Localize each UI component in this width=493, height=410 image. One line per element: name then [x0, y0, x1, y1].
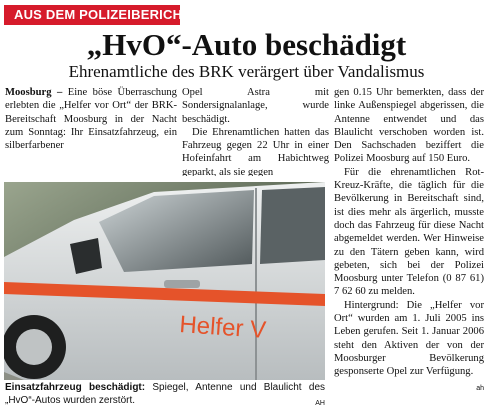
- photo-caption: [5, 381, 325, 410]
- door-handle: [164, 280, 200, 288]
- article-paragraph: Die Ehrenamtlichen hatten das Fahrzeug gegen 22 Uhr in einer Hofeinfahrt am Habichtweg geparkt, als sie gegen: [182, 126, 329, 176]
- subheadline: Ehrenamtliche des BRK verärgert über Vandalismus: [68, 62, 425, 81]
- article-column-1: [5, 86, 177, 176]
- article-paragraph: Für die ehrenamtlichen Rot-Kreuz-Kräfte, die täglich für die Bevölkerung in Bereitschaft sind, ist dies mehr als ärgerlich, musste doch das Fahrzeug für diese Nacht abgemeldet werden. Wer Hinweise zu den Tätern geben kann, wird gebeten, sich bei der Polizei Moosburg unter Telefon (0 87 61) 7 62 60 zu melden.: [334, 166, 484, 298]
- wheel-rim: [16, 329, 52, 365]
- car-lettering: Helfer V: [178, 311, 267, 345]
- section-kicker: AUS DEM POLIZEIBERICHT: [14, 7, 191, 22]
- article-text: Eine böse Überraschung erlebten die „Helfer vor Ort“ der BRK-Bereitschaft Moosburg in der Nacht zum Sonntag: Ihr Einsatzfahrzeug, ein silberfarbener: [5, 87, 177, 152]
- article-paragraph: Opel Astra mit Sondersignalanlage, wurde beschädigt.: [182, 87, 329, 125]
- headline: „HvO“-Auto beschädigt: [86, 27, 407, 62]
- damaged-car-image: [4, 182, 325, 380]
- dateline: Moosburg –: [5, 87, 63, 98]
- article-column-3: [334, 86, 484, 406]
- caption-text: Spiegel, Antenne und Blaulicht des „HvO“-Autos wurden zerstört.: [5, 382, 326, 406]
- article-column-2: [182, 86, 329, 176]
- car-photo: [4, 182, 325, 380]
- article-paragraph: gen 0.15 Uhr bemerkten, dass der linke Außenspiegel abgerissen, die Antenne entwendet und das Blaulicht verschoben worden ist. Den Sachschaden beziffert die Polizei Moosburg auf 150 Euro.: [334, 87, 484, 165]
- author-signature: ah: [476, 384, 484, 392]
- photo-credit: AH: [315, 400, 325, 407]
- section-kicker-bar: [4, 5, 191, 25]
- article-paragraph: [334, 299, 484, 392]
- article-text: Hintergrund: Die „Helfer vor Ort“ wurden am 1. Juli 2005 ins Leben gerufen. Seit 1. Januar 2006 steht den Aktiven der von der Moosburger Bevölkerung gesponserte Opel zur Verfügung.: [334, 299, 484, 378]
- article-paragraph: [5, 86, 177, 152]
- rear-window: [260, 187, 325, 264]
- caption-bold: Einsatzfahrzeug beschädigt:: [5, 382, 146, 393]
